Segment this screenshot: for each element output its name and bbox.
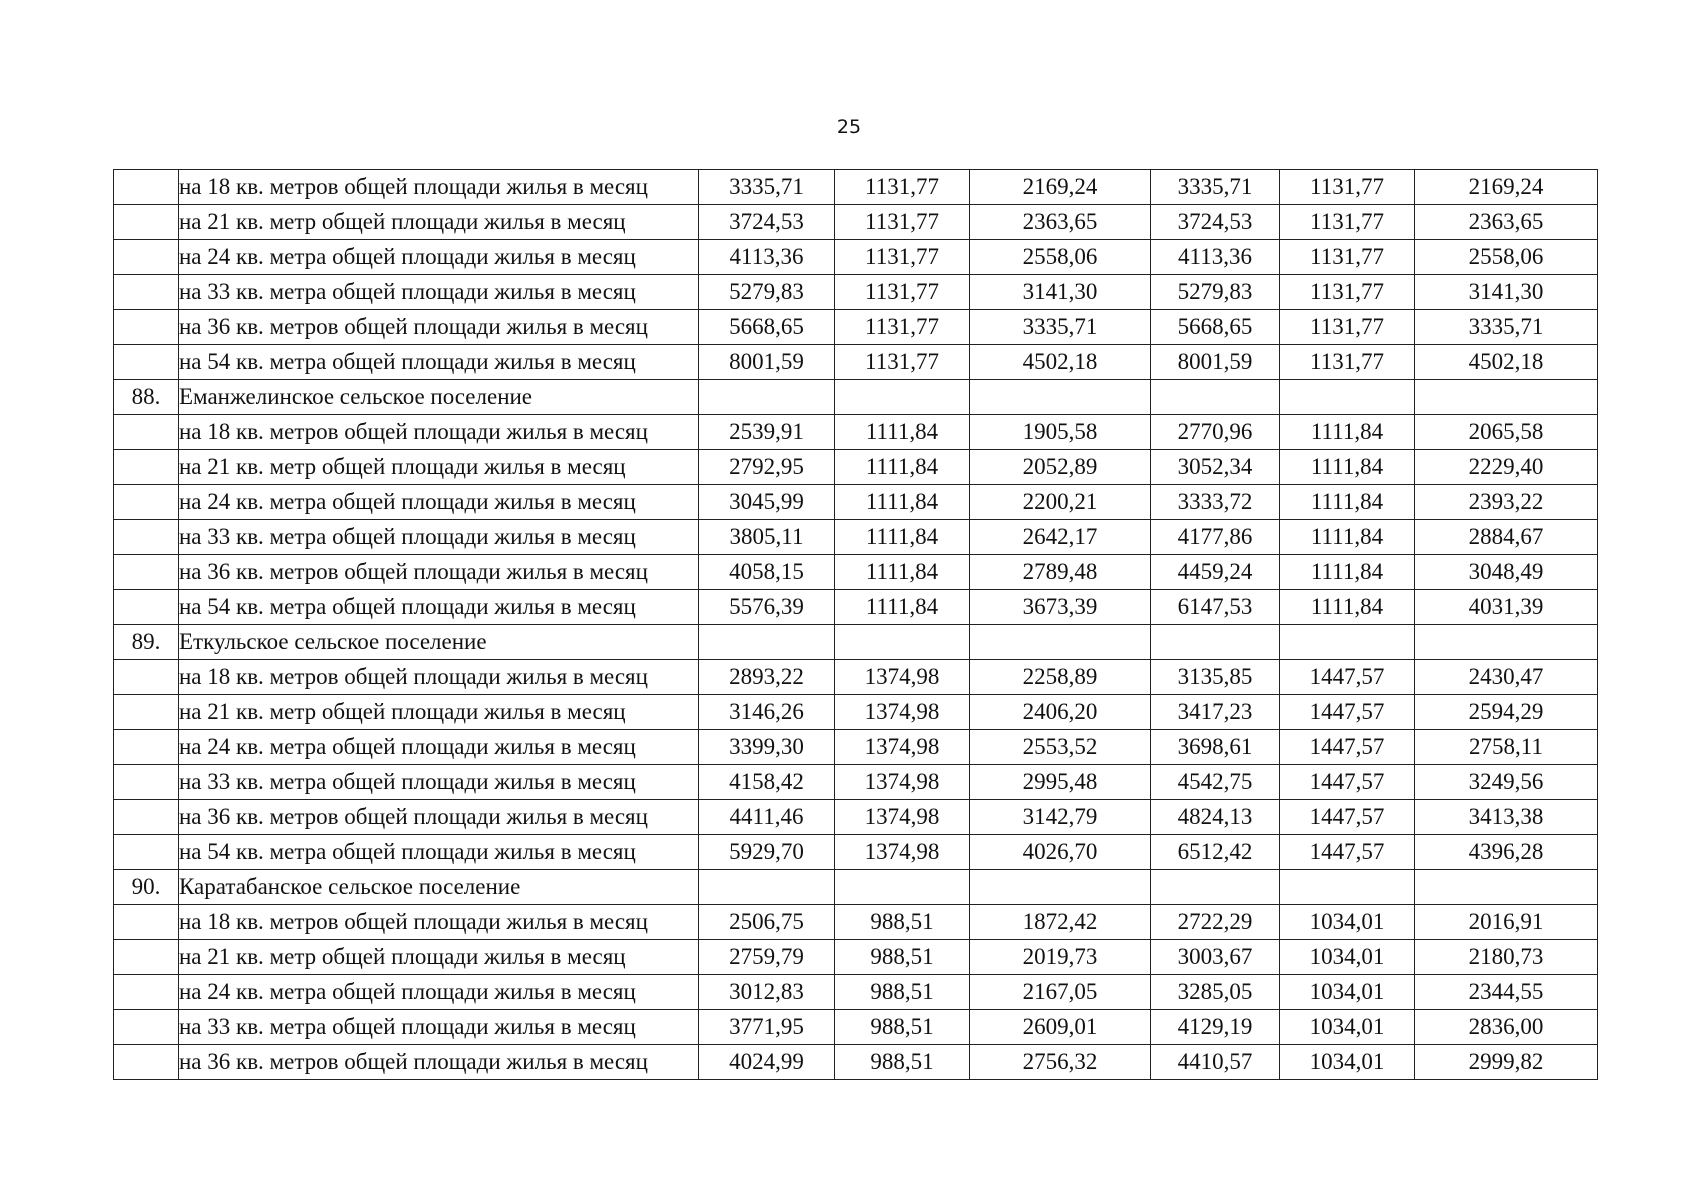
table-row [114, 975, 1598, 1010]
value-cell-2: 1374,98 [835, 660, 970, 695]
row-number-cell [114, 940, 179, 975]
value-cell-4: 3003,67 [1151, 940, 1280, 975]
value-cell-4: 3333,72 [1151, 485, 1280, 520]
value-cell-5: 1034,01 [1280, 1010, 1415, 1045]
value-cell-6: 3048,49 [1415, 555, 1598, 590]
description-cell: на 54 кв. метра общей площади жилья в месяц [179, 345, 699, 380]
value-cell-3: 2200,21 [970, 485, 1151, 520]
value-cell-3: 2789,48 [970, 555, 1151, 590]
value-cell-1: 4113,36 [699, 240, 835, 275]
value-cell-3: 3673,39 [970, 590, 1151, 625]
description-cell: на 18 кв. метров общей площади жилья в месяц [179, 905, 699, 940]
value-cell-3 [970, 625, 1151, 660]
value-cell-2: 1374,98 [835, 695, 970, 730]
row-number-cell: 89. [114, 625, 179, 660]
row-number-cell [114, 310, 179, 345]
value-cell-3: 1905,58 [970, 415, 1151, 450]
value-cell-1: 2506,75 [699, 905, 835, 940]
value-cell-4: 4113,36 [1151, 240, 1280, 275]
value-cell-6: 2363,65 [1415, 205, 1598, 240]
value-cell-1: 8001,59 [699, 345, 835, 380]
value-cell-5: 1131,77 [1280, 275, 1415, 310]
value-cell-6: 2393,22 [1415, 485, 1598, 520]
value-cell-6: 4502,18 [1415, 345, 1598, 380]
description-cell: на 36 кв. метров общей площади жилья в месяц [179, 1045, 699, 1080]
description-cell: на 33 кв. метра общей площади жилья в месяц [179, 765, 699, 800]
table-row [114, 450, 1598, 485]
value-cell-2: 988,51 [835, 905, 970, 940]
table-row [114, 695, 1598, 730]
value-cell-4: 5279,83 [1151, 275, 1280, 310]
value-cell-2: 1111,84 [835, 415, 970, 450]
description-cell: на 54 кв. метра общей площади жилья в месяц [179, 590, 699, 625]
value-cell-6 [1415, 625, 1598, 660]
value-cell-5: 1111,84 [1280, 520, 1415, 555]
value-cell-4: 2722,29 [1151, 905, 1280, 940]
row-number-cell [114, 835, 179, 870]
row-number-cell [114, 975, 179, 1010]
value-cell-1: 4058,15 [699, 555, 835, 590]
description-cell: на 24 кв. метра общей площади жилья в месяц [179, 485, 699, 520]
section-row [114, 870, 1598, 905]
value-cell-1: 3399,30 [699, 730, 835, 765]
description-cell: на 33 кв. метра общей площади жилья в месяц [179, 1010, 699, 1045]
value-cell-6: 2594,29 [1415, 695, 1598, 730]
value-cell-2: 1131,77 [835, 345, 970, 380]
table-row [114, 170, 1598, 205]
section-row [114, 380, 1598, 415]
value-cell-4: 3335,71 [1151, 170, 1280, 205]
value-cell-1: 3335,71 [699, 170, 835, 205]
value-cell-3: 2642,17 [970, 520, 1151, 555]
row-number-cell [114, 450, 179, 485]
value-cell-2: 1374,98 [835, 835, 970, 870]
value-cell-6: 3141,30 [1415, 275, 1598, 310]
value-cell-2: 1131,77 [835, 310, 970, 345]
value-cell-2: 1131,77 [835, 205, 970, 240]
value-cell-3: 3142,79 [970, 800, 1151, 835]
value-cell-5: 1034,01 [1280, 1045, 1415, 1080]
value-cell-4 [1151, 870, 1280, 905]
value-cell-2: 988,51 [835, 940, 970, 975]
value-cell-4: 3285,05 [1151, 975, 1280, 1010]
value-cell-2: 1374,98 [835, 765, 970, 800]
value-cell-1: 2792,95 [699, 450, 835, 485]
value-cell-4: 4177,86 [1151, 520, 1280, 555]
row-number-cell [114, 485, 179, 520]
row-number-cell [114, 170, 179, 205]
value-cell-1: 3012,83 [699, 975, 835, 1010]
value-cell-4: 2770,96 [1151, 415, 1280, 450]
value-cell-3: 2558,06 [970, 240, 1151, 275]
row-number-cell [114, 345, 179, 380]
value-cell-5: 1131,77 [1280, 240, 1415, 275]
value-cell-1: 5576,39 [699, 590, 835, 625]
value-cell-1 [699, 625, 835, 660]
table-row [114, 800, 1598, 835]
value-cell-6: 2229,40 [1415, 450, 1598, 485]
value-cell-4: 4824,13 [1151, 800, 1280, 835]
row-number-cell [114, 275, 179, 310]
value-cell-6: 2758,11 [1415, 730, 1598, 765]
table-row [114, 345, 1598, 380]
value-cell-6: 2180,73 [1415, 940, 1598, 975]
value-cell-4: 8001,59 [1151, 345, 1280, 380]
value-cell-5: 1131,77 [1280, 310, 1415, 345]
value-cell-5: 1111,84 [1280, 415, 1415, 450]
description-cell: на 21 кв. метр общей площади жилья в месяц [179, 940, 699, 975]
value-cell-6: 3249,56 [1415, 765, 1598, 800]
value-cell-5: 1111,84 [1280, 485, 1415, 520]
table-row [114, 835, 1598, 870]
table-row [114, 1010, 1598, 1045]
value-cell-4 [1151, 380, 1280, 415]
value-cell-3: 2995,48 [970, 765, 1151, 800]
table-row [114, 520, 1598, 555]
row-number-cell [114, 590, 179, 625]
row-number-cell [114, 660, 179, 695]
row-number-cell [114, 240, 179, 275]
value-cell-6: 3335,71 [1415, 310, 1598, 345]
value-cell-5: 1034,01 [1280, 975, 1415, 1010]
value-cell-6: 2999,82 [1415, 1045, 1598, 1080]
table-row [114, 205, 1598, 240]
description-cell: на 36 кв. метров общей площади жилья в месяц [179, 800, 699, 835]
value-cell-4 [1151, 625, 1280, 660]
value-cell-4: 3052,34 [1151, 450, 1280, 485]
row-number-cell [114, 800, 179, 835]
table-row [114, 905, 1598, 940]
table-body [114, 170, 1598, 1080]
value-cell-6: 2016,91 [1415, 905, 1598, 940]
value-cell-1: 4158,42 [699, 765, 835, 800]
table-row [114, 310, 1598, 345]
value-cell-4: 6512,42 [1151, 835, 1280, 870]
value-cell-5 [1280, 625, 1415, 660]
row-number-cell [114, 415, 179, 450]
row-number-cell [114, 730, 179, 765]
value-cell-5: 1447,57 [1280, 800, 1415, 835]
description-cell: на 24 кв. метра общей площади жилья в месяц [179, 730, 699, 765]
value-cell-5: 1447,57 [1280, 835, 1415, 870]
value-cell-1: 2893,22 [699, 660, 835, 695]
value-cell-5: 1034,01 [1280, 905, 1415, 940]
description-cell: на 21 кв. метр общей площади жилья в месяц [179, 205, 699, 240]
description-cell: на 33 кв. метра общей площади жилья в месяц [179, 275, 699, 310]
value-cell-5 [1280, 380, 1415, 415]
value-cell-1: 4024,99 [699, 1045, 835, 1080]
value-cell-6: 2836,00 [1415, 1010, 1598, 1045]
value-cell-4: 4129,19 [1151, 1010, 1280, 1045]
settlement-name-cell: Еткульское сельское поселение [179, 625, 699, 660]
value-cell-5: 1034,01 [1280, 940, 1415, 975]
value-cell-1: 3724,53 [699, 205, 835, 240]
table-row [114, 275, 1598, 310]
value-cell-2: 1111,84 [835, 520, 970, 555]
value-cell-2 [835, 380, 970, 415]
value-cell-1: 3771,95 [699, 1010, 835, 1045]
description-cell: на 24 кв. метра общей площади жилья в месяц [179, 240, 699, 275]
value-cell-1: 5279,83 [699, 275, 835, 310]
value-cell-2: 988,51 [835, 975, 970, 1010]
row-number-cell [114, 205, 179, 240]
value-cell-3: 2553,52 [970, 730, 1151, 765]
value-cell-3: 3335,71 [970, 310, 1151, 345]
value-cell-2: 1131,77 [835, 240, 970, 275]
value-cell-1 [699, 380, 835, 415]
value-cell-1: 2539,91 [699, 415, 835, 450]
value-cell-4: 4410,57 [1151, 1045, 1280, 1080]
value-cell-4: 3135,85 [1151, 660, 1280, 695]
table-row [114, 485, 1598, 520]
value-cell-6: 2065,58 [1415, 415, 1598, 450]
value-cell-6: 2430,47 [1415, 660, 1598, 695]
value-cell-3: 2363,65 [970, 205, 1151, 240]
value-cell-2: 1374,98 [835, 800, 970, 835]
table-row [114, 415, 1598, 450]
value-cell-6 [1415, 380, 1598, 415]
value-cell-6: 3413,38 [1415, 800, 1598, 835]
value-cell-3: 2019,73 [970, 940, 1151, 975]
value-cell-2: 1131,77 [835, 170, 970, 205]
value-cell-2: 1111,84 [835, 485, 970, 520]
value-cell-1: 3045,99 [699, 485, 835, 520]
value-cell-5: 1111,84 [1280, 555, 1415, 590]
value-cell-4: 4459,24 [1151, 555, 1280, 590]
value-cell-5: 1131,77 [1280, 205, 1415, 240]
value-cell-6: 4396,28 [1415, 835, 1598, 870]
value-cell-6: 2169,24 [1415, 170, 1598, 205]
value-cell-6 [1415, 870, 1598, 905]
value-cell-2: 1131,77 [835, 275, 970, 310]
value-cell-4: 3724,53 [1151, 205, 1280, 240]
table-row [114, 940, 1598, 975]
value-cell-6: 4031,39 [1415, 590, 1598, 625]
section-row [114, 625, 1598, 660]
tariff-table [113, 169, 1598, 1080]
table-row [114, 1045, 1598, 1080]
row-number-cell [114, 905, 179, 940]
value-cell-5: 1447,57 [1280, 660, 1415, 695]
value-cell-3: 2052,89 [970, 450, 1151, 485]
value-cell-3: 4026,70 [970, 835, 1151, 870]
value-cell-5 [1280, 870, 1415, 905]
description-cell: на 36 кв. метров общей площади жилья в месяц [179, 555, 699, 590]
row-number-cell [114, 520, 179, 555]
row-number-cell: 90. [114, 870, 179, 905]
table-row [114, 590, 1598, 625]
value-cell-3: 2406,20 [970, 695, 1151, 730]
value-cell-3: 4502,18 [970, 345, 1151, 380]
value-cell-3: 2609,01 [970, 1010, 1151, 1045]
value-cell-5: 1131,77 [1280, 345, 1415, 380]
value-cell-2: 1111,84 [835, 450, 970, 485]
value-cell-1: 3805,11 [699, 520, 835, 555]
value-cell-5: 1447,57 [1280, 695, 1415, 730]
value-cell-5: 1111,84 [1280, 450, 1415, 485]
value-cell-1: 5929,70 [699, 835, 835, 870]
value-cell-1 [699, 870, 835, 905]
table-row [114, 240, 1598, 275]
value-cell-3: 2756,32 [970, 1045, 1151, 1080]
value-cell-3: 1872,42 [970, 905, 1151, 940]
value-cell-1: 5668,65 [699, 310, 835, 345]
description-cell: на 24 кв. метра общей площади жилья в месяц [179, 975, 699, 1010]
value-cell-4: 6147,53 [1151, 590, 1280, 625]
value-cell-6: 2558,06 [1415, 240, 1598, 275]
description-cell: на 21 кв. метр общей площади жилья в месяц [179, 695, 699, 730]
value-cell-3 [970, 870, 1151, 905]
value-cell-2: 988,51 [835, 1010, 970, 1045]
value-cell-4: 3698,61 [1151, 730, 1280, 765]
value-cell-3 [970, 380, 1151, 415]
value-cell-2: 988,51 [835, 1045, 970, 1080]
value-cell-1: 4411,46 [699, 800, 835, 835]
settlement-name-cell: Еманжелинское сельское поселение [179, 380, 699, 415]
table-row [114, 660, 1598, 695]
value-cell-3: 2167,05 [970, 975, 1151, 1010]
value-cell-2: 1111,84 [835, 555, 970, 590]
description-cell: на 18 кв. метров общей площади жилья в месяц [179, 170, 699, 205]
value-cell-3: 2258,89 [970, 660, 1151, 695]
table-row [114, 765, 1598, 800]
table-row [114, 730, 1598, 765]
page-number: 25 [836, 116, 862, 138]
description-cell: на 36 кв. метров общей площади жилья в месяц [179, 310, 699, 345]
value-cell-2: 1374,98 [835, 730, 970, 765]
value-cell-5: 1131,77 [1280, 170, 1415, 205]
value-cell-4: 3417,23 [1151, 695, 1280, 730]
value-cell-6: 2884,67 [1415, 520, 1598, 555]
value-cell-3: 3141,30 [970, 275, 1151, 310]
value-cell-4: 5668,65 [1151, 310, 1280, 345]
row-number-cell [114, 695, 179, 730]
value-cell-1: 3146,26 [699, 695, 835, 730]
description-cell: на 54 кв. метра общей площади жилья в месяц [179, 835, 699, 870]
row-number-cell [114, 555, 179, 590]
description-cell: на 33 кв. метра общей площади жилья в месяц [179, 520, 699, 555]
value-cell-5: 1111,84 [1280, 590, 1415, 625]
value-cell-1: 2759,79 [699, 940, 835, 975]
row-number-cell [114, 765, 179, 800]
row-number-cell [114, 1010, 179, 1045]
description-cell: на 21 кв. метр общей площади жилья в месяц [179, 450, 699, 485]
description-cell: на 18 кв. метров общей площади жилья в месяц [179, 415, 699, 450]
value-cell-2 [835, 870, 970, 905]
value-cell-5: 1447,57 [1280, 765, 1415, 800]
row-number-cell [114, 1045, 179, 1080]
value-cell-6: 2344,55 [1415, 975, 1598, 1010]
settlement-name-cell: Каратабанское сельское поселение [179, 870, 699, 905]
value-cell-3: 2169,24 [970, 170, 1151, 205]
table-row [114, 555, 1598, 590]
value-cell-4: 4542,75 [1151, 765, 1280, 800]
description-cell: на 18 кв. метров общей площади жилья в месяц [179, 660, 699, 695]
value-cell-5: 1447,57 [1280, 730, 1415, 765]
row-number-cell: 88. [114, 380, 179, 415]
value-cell-2: 1111,84 [835, 590, 970, 625]
value-cell-2 [835, 625, 970, 660]
